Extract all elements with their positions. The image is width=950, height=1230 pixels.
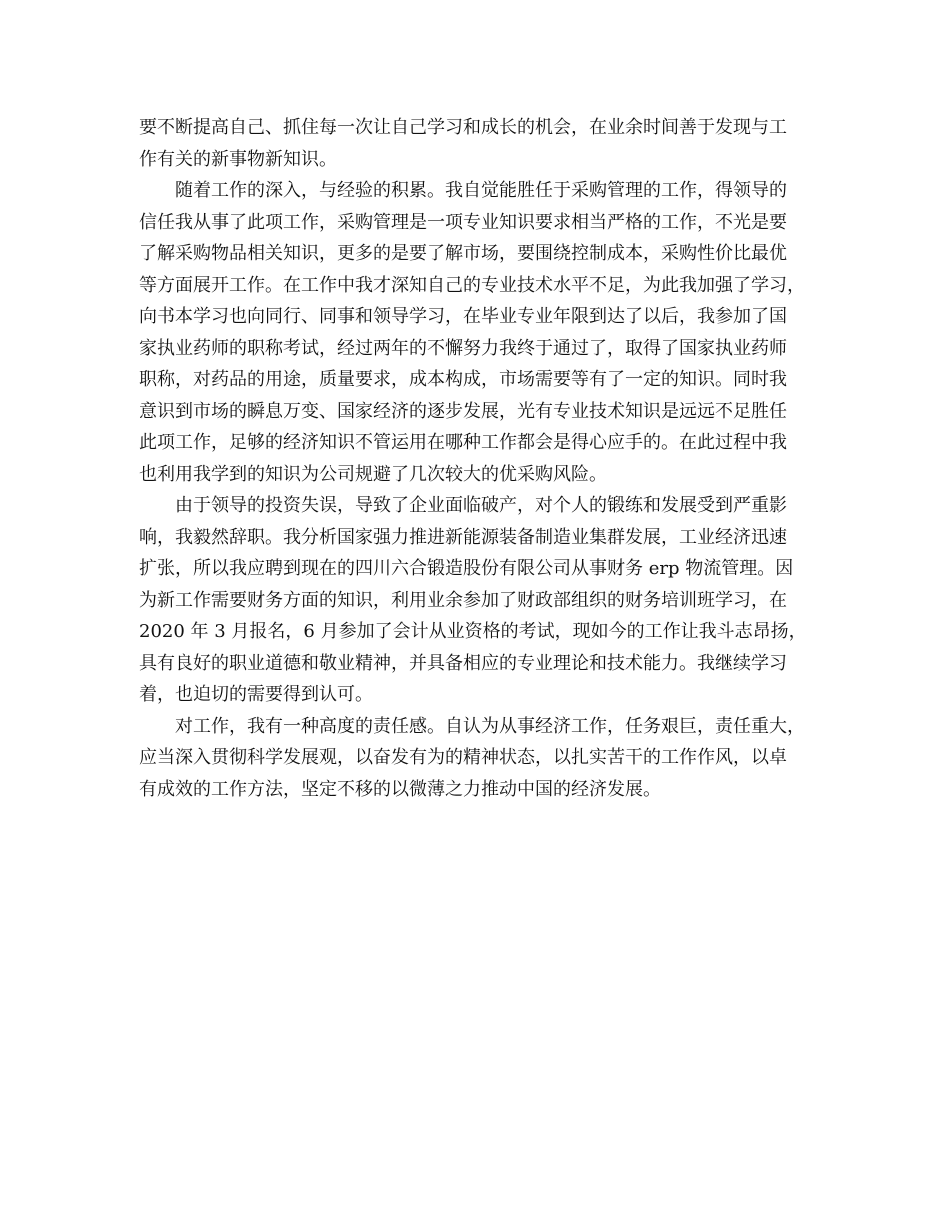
- text-line: 应当深入贯彻科学发展观，以奋发有为的精神状态，以扎实苦干的工作作风，以卓: [139, 747, 787, 768]
- text-line: 职称，对药品的用途，质量要求，成本构成，市场需要等有了一定的知识。同时我: [139, 369, 787, 390]
- text-line: 响，我毅然辞职。我分析国家强力推进新能源装备制造业集群发展，工业经济迅速: [139, 526, 787, 548]
- text-line: 信任我从事了此项工作，采购管理是一项专业知识要求相当严格的工作，不光是要: [139, 211, 787, 233]
- text-line: 也利用我学到的知识为公司规避了几次较大的优采购风险。: [139, 463, 607, 485]
- paragraph-1: [139, 112, 829, 175]
- text-line: 了解采购物品相关知识，更多的是要了解市场，要围绕控制成本，采购性价比最优: [139, 243, 787, 264]
- text-line: 要不断提高自己、抓住每一次让自己学习和成长的机会，在业余时间善于发现与工: [139, 117, 787, 138]
- text-line: 为新工作需要财务方面的知识，利用业余参加了财政部组织的财务培训班学习，在: [139, 589, 787, 611]
- text-line: 着，也迫切的需要得到认可。: [139, 684, 373, 705]
- text-line: 有成效的工作方法，坚定不移的以微薄之力推动中国的经济发展。: [139, 778, 661, 800]
- document-body: [139, 112, 829, 805]
- paragraph-4: [139, 711, 829, 806]
- text-line: 扩张，所以我应聘到现在的四川六合锻造股份有限公司从事财务 erp 物流管理。因: [139, 558, 794, 579]
- text-line: 此项工作，足够的经济知识不管运用在哪种工作都会是得心应手的。在此过程中我: [139, 432, 787, 453]
- text-line: 意识到市场的瞬息万变、国家经济的逐步发展，光有专业技术知识是远远不足胜任: [139, 400, 787, 422]
- paragraph-2: [139, 175, 829, 490]
- text-line: 作有关的新事物新知识。: [139, 148, 337, 170]
- paragraph-3: [139, 490, 829, 711]
- text-line: 等方面展开工作。在工作中我才深知自己的专业技术水平不足，为此我加强了学习，: [139, 274, 805, 296]
- text-line: 随着工作的深入，与经验的积累。我自觉能胜任于采购管理的工作，得领导的: [175, 180, 787, 201]
- text-line: 由于领导的投资失误，导致了企业面临破产，对个人的锻练和发展受到严重影: [175, 495, 787, 516]
- text-line: 向书本学习也向同行、同事和领导学习，在毕业专业年限到达了以后，我参加了国: [139, 306, 787, 327]
- text-line: 具有良好的职业道德和敬业精神，并具备相应的专业理论和技术能力。我继续学习: [139, 652, 787, 674]
- text-line: 对工作，我有一种高度的责任感。自认为从事经济工作，任务艰巨，责任重大，: [175, 715, 805, 737]
- text-line: 家执业药师的职称考试，经过两年的不懈努力我终于通过了，取得了国家执业药师: [139, 337, 787, 359]
- text-line: 2020 年 3 月报名，6 月参加了会计从业资格的考试，现如今的工作让我斗志昂扬，: [139, 621, 807, 642]
